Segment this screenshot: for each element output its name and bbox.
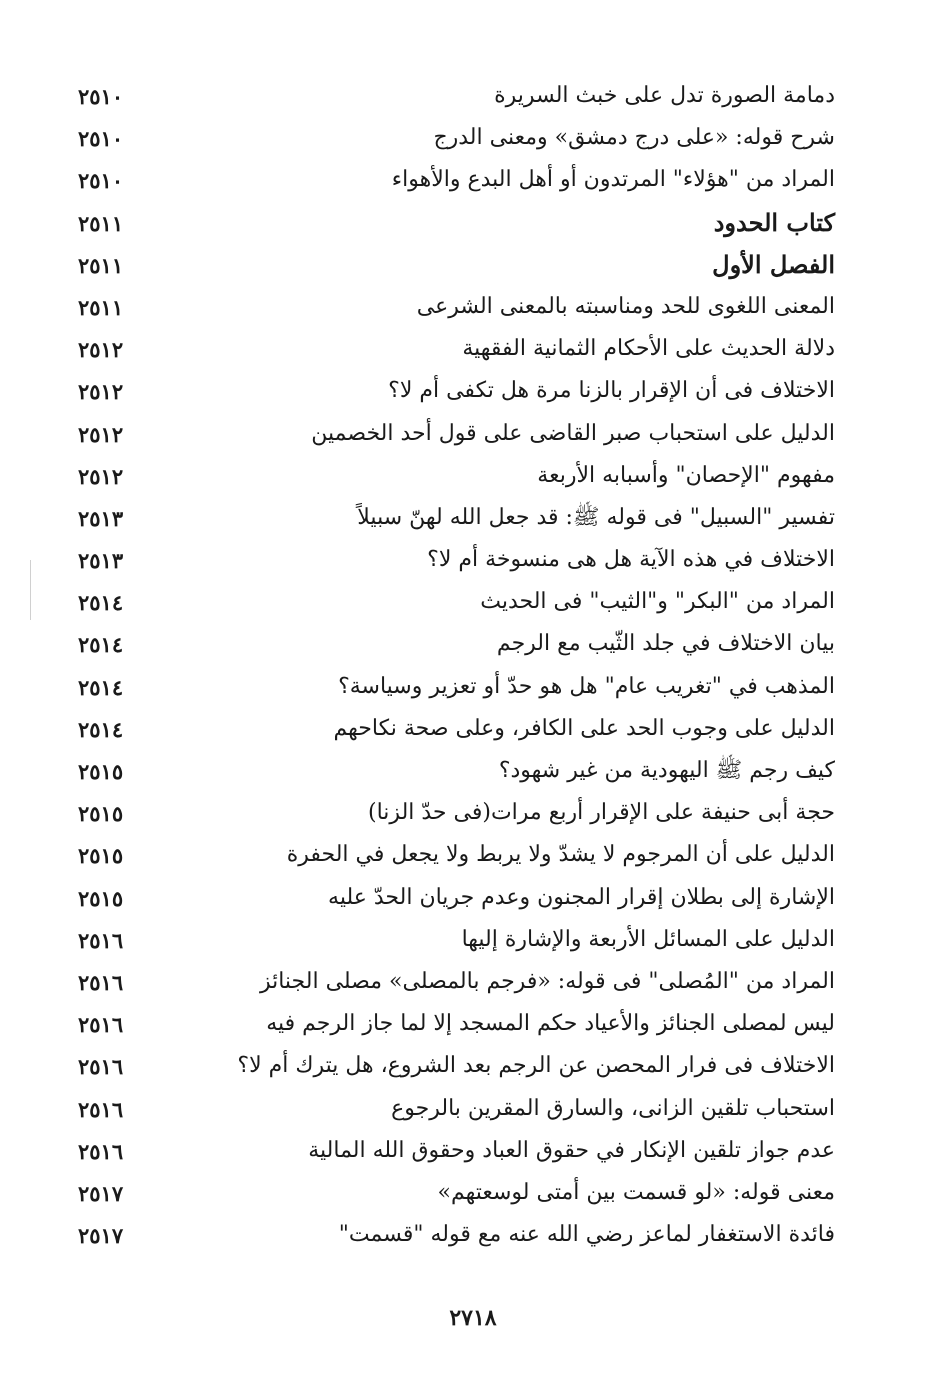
entry-title: المذهب في "تغريب عام" هل هو حدّ أو تعزير وسياسة؟	[338, 673, 835, 699]
toc-entry	[78, 1215, 835, 1257]
entry-title: المراد من "البكر" و"الثيب" فى الحديث	[480, 589, 835, 615]
entry-page-number: ٢٥١٦	[78, 1012, 124, 1038]
entry-title: كيف رجم ﷺ اليهودية من غير شهود؟	[498, 758, 835, 783]
toc-entry	[78, 709, 835, 751]
toc-entry	[78, 582, 835, 624]
toc-entry	[78, 1131, 835, 1173]
toc-heading	[78, 203, 835, 245]
entry-title: دمامة الصورة تدل على خبث السريرة	[494, 83, 835, 108]
entry-title: دلالة الحديث على الأحكام الثمانية الفقهية	[462, 336, 835, 362]
entry-page-number: ٢٥١٧	[78, 1223, 124, 1249]
scan-edge-mark	[30, 560, 31, 620]
toc-entry	[78, 751, 835, 793]
entry-page-number: ٢٥١٦	[78, 1096, 124, 1122]
toc-entry	[78, 624, 835, 666]
toc-entry	[78, 1046, 835, 1088]
toc-entry	[78, 878, 835, 920]
entry-page-number: ٢٥١٤	[78, 716, 124, 742]
entry-page-number: ٢٥١٤	[78, 632, 124, 658]
toc-entry	[78, 667, 835, 709]
entry-page-number: ٢٥١٠	[78, 126, 124, 152]
entry-page-number: ٢٥١٠	[78, 84, 124, 109]
toc-entry	[78, 1173, 835, 1215]
entry-page-number: ٢٥١١	[78, 252, 124, 278]
entry-title: تفسير "السبيل" فى قوله ﷺ: قد جعل الله لهنّ سبيلاً	[357, 504, 835, 530]
toc-entry	[78, 920, 835, 962]
toc-entry	[78, 287, 835, 329]
entry-title: المراد من "المُصلى" فى قوله: «فرجم بالمصلى» مصلى الجنائز	[259, 968, 835, 994]
toc-entry	[78, 118, 835, 160]
toc-entry	[78, 456, 835, 498]
entry-title: مفهوم "الإحصان" وأسبابه الأربعة	[537, 462, 835, 488]
entry-title: الاختلاف فى فرار المحصن عن الرجم بعد الشروع، هل يترك أم لا؟	[237, 1053, 835, 1079]
entry-title: عدم جواز تلقين الإنكار في حقوق العباد وحقوق الله المالية	[308, 1137, 835, 1163]
entry-title: الدليل على المسائل الأربعة والإشارة إليها	[461, 926, 835, 952]
entry-title: الإشارة إلى بطلان إقرار المجنون وعدم جريان الحدّ عليه	[328, 884, 835, 910]
toc-entry	[78, 1089, 835, 1131]
table-of-contents	[78, 76, 835, 1257]
entry-page-number: ٢٥١٦	[78, 927, 124, 953]
toc-entry	[78, 793, 835, 835]
toc-entry	[78, 962, 835, 1004]
entry-title: كتاب الحدود	[713, 207, 835, 237]
entry-page-number: ٢٥١٣	[78, 505, 124, 531]
toc-entry	[78, 414, 835, 456]
entry-title: الدليل على وجوب الحد على الكافر، وعلى صحة نكاحهم	[333, 715, 835, 741]
entry-title: معنى قوله: «لو قسمت بين أمتى لوسعتهم»	[437, 1179, 835, 1205]
entry-title: شرح قوله: «على درج دمشق» ومعنى الدرج	[433, 125, 835, 151]
entry-title: ليس لمصلى الجنائز والأعياد حكم المسجد إلا لما جاز الرجم فيه	[266, 1011, 835, 1037]
toc-heading	[78, 245, 835, 287]
entry-title: حجة أبى حنيفة على الإقرار أربع مرات(فى حدّ الزنا)	[368, 800, 835, 826]
entry-page-number: ٢٥١٣	[78, 548, 124, 574]
entry-page-number: ٢٥١٠	[78, 168, 124, 194]
entry-page-number: ٢٥١٢	[78, 337, 124, 363]
entry-title: المعنى اللغوى للحد ومناسبته بالمعنى الشرعى	[416, 293, 835, 319]
entry-page-number: ٢٥١٥	[78, 801, 124, 827]
entry-title: الدليل على استحباب صبر القاضى على قول أحد الخصمين	[311, 420, 835, 446]
toc-entry	[78, 540, 835, 582]
entry-page-number: ٢٥١٤	[78, 674, 124, 700]
entry-page-number: ٢٥١١	[78, 210, 124, 236]
toc-entry	[78, 76, 835, 118]
entry-title: المراد من "هؤلاء" المرتدون أو أهل البدع والأهواء	[391, 167, 835, 193]
entry-title: الاختلاف فى أن الإقرار بالزنا مرة هل تكفى أم لا؟	[388, 378, 835, 404]
entry-title: بيان الاختلاف في جلد الثّيب مع الرجم	[496, 631, 835, 657]
toc-entry	[78, 329, 835, 371]
entry-page-number: ٢٥١١	[78, 294, 124, 320]
entry-page-number: ٢٥١٢	[78, 379, 124, 405]
entry-title: فائدة الاستغفار لماعز رضي الله عنه مع قوله "قسمت"	[338, 1222, 835, 1248]
entry-page-number: ٢٥١٥	[78, 843, 124, 869]
entry-page-number: ٢٥١٦	[78, 1138, 124, 1164]
entry-page-number: ٢٥١٢	[78, 463, 124, 489]
entry-title: الفصل الأول	[712, 249, 835, 279]
entry-title: استحباب تلقين الزانى، والسارق المقرين بالرجوع	[391, 1095, 835, 1121]
entry-page-number: ٢٥١٤	[78, 590, 124, 616]
toc-entry	[78, 835, 835, 877]
entry-page-number: ٢٥١٧	[78, 1180, 124, 1206]
entry-page-number: ٢٥١٦	[78, 1054, 124, 1080]
entry-title: الدليل على أن المرجوم لا يشدّ ولا يربط ولا يجعل في الحفرة	[286, 842, 835, 868]
page-number: ٢٧١٨	[449, 1305, 497, 1331]
toc-entry	[78, 498, 835, 540]
toc-entry	[78, 160, 835, 202]
toc-entry	[78, 1004, 835, 1046]
entry-page-number: ٢٥١٥	[78, 759, 124, 784]
entry-page-number: ٢٥١٦	[78, 969, 124, 995]
entry-page-number: ٢٥١٢	[78, 421, 124, 447]
entry-page-number: ٢٥١٥	[78, 885, 124, 911]
toc-entry	[78, 371, 835, 413]
entry-title: الاختلاف في هذه الآية هل هى منسوخة أم لا؟	[427, 547, 835, 573]
